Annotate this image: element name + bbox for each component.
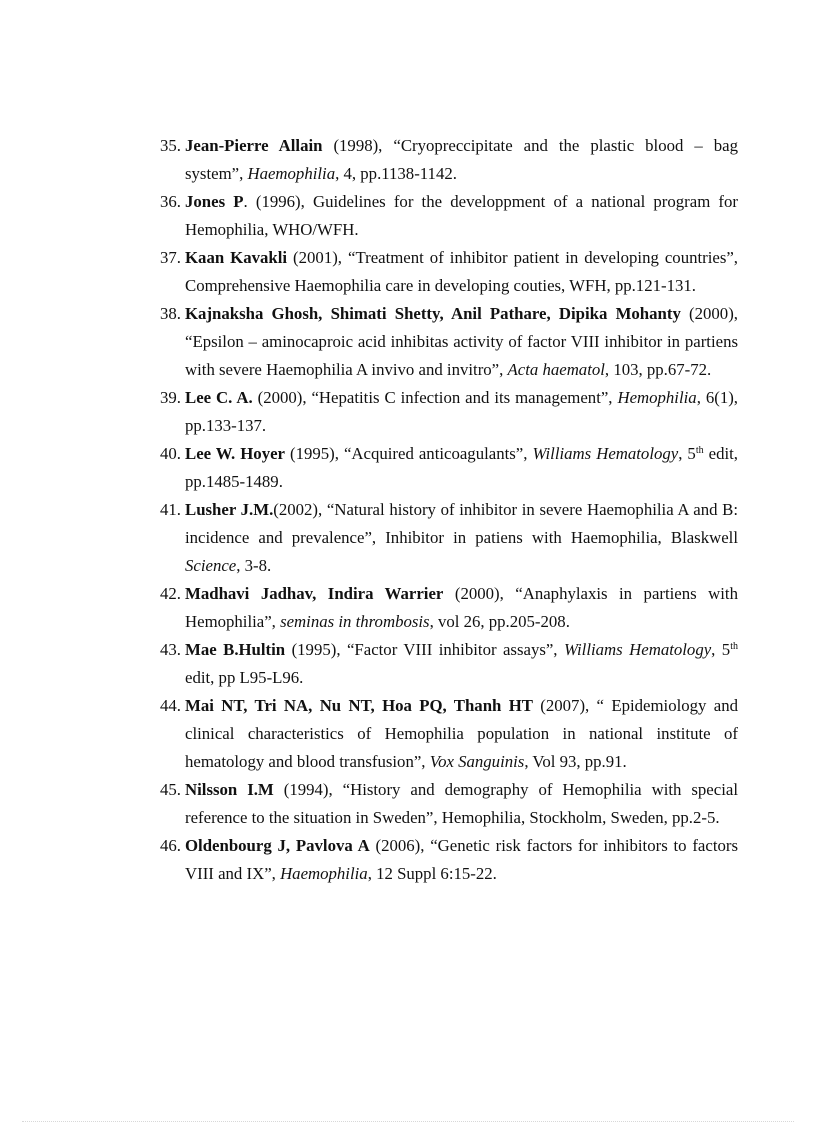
reference-text: . (1996), Guidelines for the developpment of a national program for Hemophilia, WHO/WFH. [185, 192, 738, 239]
reference-text: (2006), “Genetic risk factors for inhibitors to factors VIII and IX”, [185, 836, 738, 883]
reference-superscript: th [730, 641, 738, 652]
reference-text: (1994), “History and demography of Hemophilia with special reference to the situation in Sweden”, Hemophilia, Stockholm, Sweden, pp.2-5. [185, 780, 738, 827]
reference-author: Mae B.Hultin [185, 640, 286, 659]
reference-item [160, 580, 738, 636]
reference-item [160, 440, 738, 496]
reference-author: Mai NT, Tri NA, Nu NT, Hoa PQ, Thanh HT [185, 696, 533, 715]
reference-item [160, 776, 738, 832]
reference-author: Kaan Kavakli [185, 248, 288, 267]
reference-details: , vol 26, pp.205-208. [429, 612, 570, 631]
reference-text: (2002), “Natural history of inhibitor in severe Haemophilia A and B: incidence and prevalence”, Inhibitor in patiens with Haemophilia, Blaskwell [185, 500, 738, 547]
reference-text: (2001), “Treatment of inhibitor patient in developing countries”, Comprehensive Haemophilia care in developing couties, WFH, pp.121-131. [185, 248, 739, 295]
reference-author: Kajnaksha Ghosh, Shimati Shetty, Anil Pathare, Dipika Mohanty [185, 304, 681, 323]
reference-details: , 4, pp.1138-1142. [335, 164, 457, 183]
reference-number: 36. [160, 192, 181, 211]
reference-journal: Williams Hematology [563, 640, 712, 659]
reference-journal: seminas in thrombosis [280, 612, 430, 631]
reference-number: 37. [160, 248, 181, 267]
reference-number: 38. [160, 304, 181, 323]
reference-number: 39. [160, 388, 181, 407]
reference-number: 43. [160, 640, 181, 659]
reference-number: 45. [160, 780, 181, 799]
reference-details-tail: edit, pp.1485-1489. [185, 444, 738, 491]
reference-text: (1995), “Acquired anticoagulants”, [284, 444, 533, 463]
reference-item [160, 188, 738, 244]
reference-author: Madhavi Jadhav, Indira Warrier [185, 584, 444, 603]
reference-item [160, 384, 738, 440]
reference-number: 35. [160, 136, 181, 155]
reference-text: (1998), “Cryopreccipitate and the plastic blood – bag system”, [185, 136, 738, 183]
reference-superscript: th [695, 445, 704, 456]
reference-author: Lusher J.M. [185, 500, 274, 519]
reference-item [160, 300, 738, 384]
reference-author: Nilsson I.M [185, 780, 274, 799]
reference-item [160, 244, 738, 300]
reference-text: (2007), “ Epidemiology and clinical characteristics of Hemophilia population in national institute of hematology and blood transfusion”, [185, 696, 738, 771]
reference-text: (1995), “Factor VIII inhibitor assays”, [285, 640, 564, 659]
reference-author: Oldenbourg J, Pavlova A [185, 836, 370, 855]
reference-number: 44. [160, 696, 181, 715]
reference-list [160, 132, 738, 888]
reference-number: 46. [160, 836, 181, 855]
reference-item [160, 692, 738, 776]
reference-journal: Science [185, 556, 237, 575]
reference-details: , 12 Suppl 6:15-22. [367, 864, 497, 883]
reference-item [160, 832, 738, 888]
reference-text: (2000), “Anaphylaxis in partiens with Hemophilia”, [185, 584, 738, 631]
page-bottom-dotted-rule [22, 1121, 794, 1122]
reference-journal: Haemophilia [247, 164, 336, 183]
reference-details: , 3-8. [236, 556, 272, 575]
reference-journal: Vox Sanguinis [429, 752, 525, 771]
reference-author: Lee C. A. [185, 388, 253, 407]
reference-details: , 6(1), pp.133-137. [185, 388, 738, 435]
reference-number: 42. [160, 584, 181, 603]
reference-journal: Acta haematol [507, 360, 605, 379]
reference-author: Lee W. Hoyer [185, 444, 285, 463]
reference-text: (2000), “Epsilon – aminocaproic acid inhibitas activity of factor VIII inhibitor in partiens with severe Haemophilia A invivo and invitro”, [185, 304, 738, 379]
reference-details-tail: edit, pp L95-L96. [185, 668, 304, 687]
reference-number: 40. [160, 444, 181, 463]
reference-item [160, 496, 738, 580]
reference-details: , 5 [711, 640, 731, 659]
reference-author: Jean-Pierre Allain [185, 136, 323, 155]
reference-details: , 5 [678, 444, 696, 463]
reference-journal: Williams Hematology [532, 444, 679, 463]
reference-journal: Haemophilia [280, 864, 368, 883]
reference-item [160, 636, 738, 692]
reference-details: , Vol 93, pp.91. [524, 752, 627, 771]
reference-details: , 103, pp.67-72. [604, 360, 712, 379]
reference-item [160, 132, 738, 188]
reference-number: 41. [160, 500, 181, 519]
reference-author: Jones P [185, 192, 244, 211]
reference-text: (2000), “Hepatitis C infection and its management”, [252, 388, 618, 407]
reference-journal: Hemophilia [617, 388, 697, 407]
